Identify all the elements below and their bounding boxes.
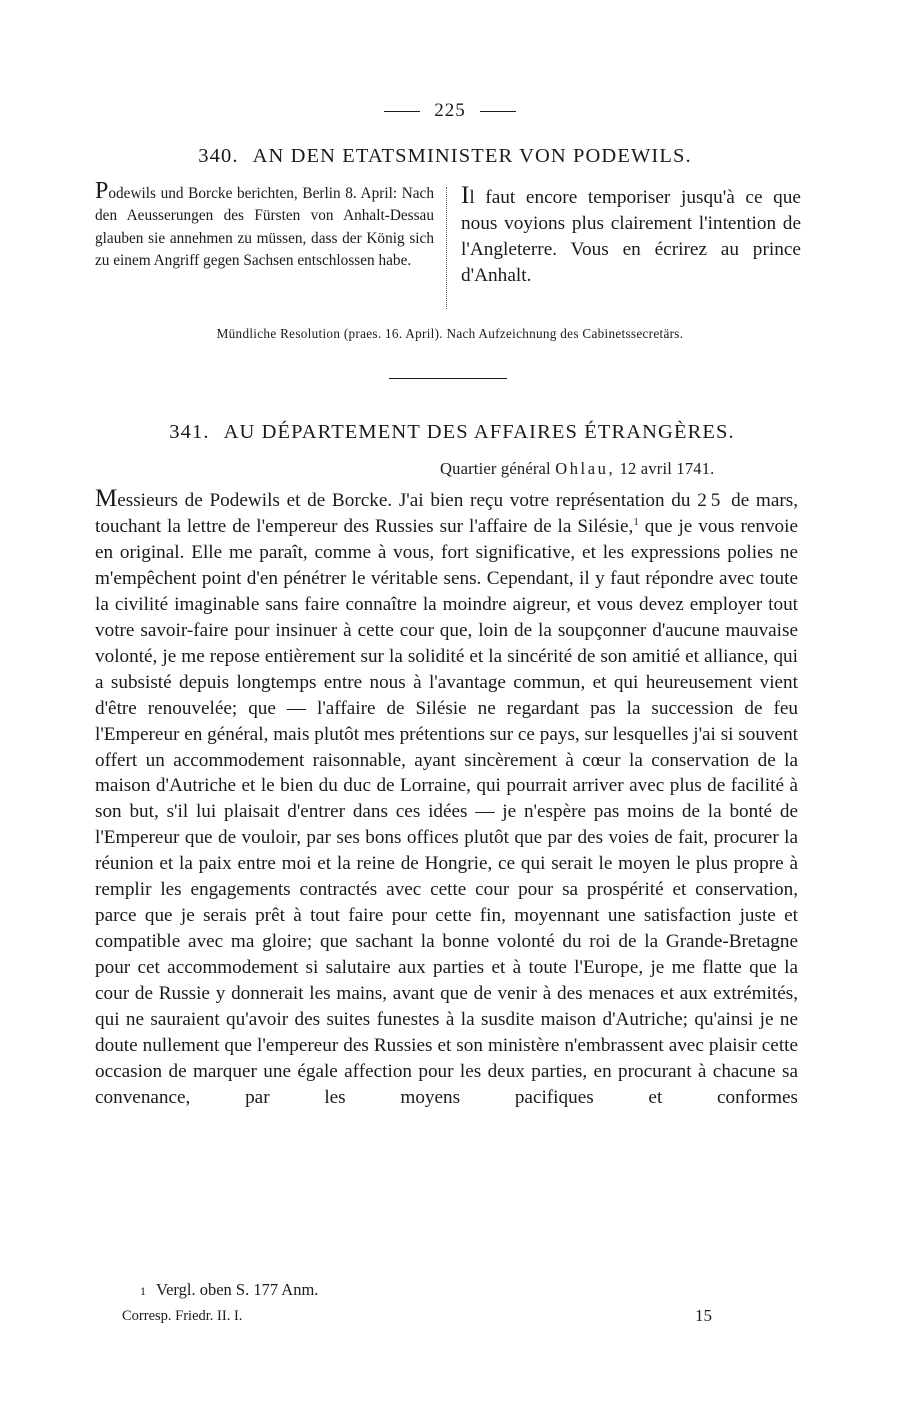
letter-text-part2: de mars, touchant la lettre de l'empereur des Russies sur l'affaire de la Silésie, <box>95 490 799 537</box>
page-header <box>0 100 900 122</box>
dateline-place: Ohlau, <box>555 459 616 478</box>
letter-text-part1: essieurs de Podewils et de Borcke. J'ai bien reçu votre représentation du <box>117 490 691 511</box>
dateline-prefix: Quartier général <box>440 459 551 478</box>
footnote <box>140 1280 318 1300</box>
document-341-number: 341. <box>169 421 210 443</box>
header-dash-right <box>480 111 516 112</box>
report-summary <box>95 178 434 272</box>
letter-text-part3: que je vous renvoie en original. Elle me paraît, comme à vous, fort significative, et les expressions polies ne m'empêchent point d'en pénétrer le véritable sens. Cependant, il y faut répondre avec toute la civilité imaginable sans faire connaître la moindre aigreur, et vous devez employer tout votre savoir-faire pour insinuer à cette cour que, loin de la soupçonner d'aucune mauvaise volonté, je me repose entièrement sur la solidité et la sincérité de son amitié et alliance, qui a subsisté depuis longtemps entre nous à l'avantage commun, et qui heureusement vient d'être renouvelée; que — l'affaire de Silésie ne regardant pas la succession de feu l'Empereur en général, mais plutôt mes prétentions sur ce pays, sur lesquelles j'ai si souvent offert un accommodement raisonnable, ayant sincèrement à cœur la conservation de la maison d'Autriche et le bien du duc de Lorraine, qui pourrait arriver avec plus de facilité à son but, s'il lui plaisait d'entrer dans ces idées — je n'espère pas moins de la bonté de l'Empereur que de vouloir, par ses bons offices plutôt que par des voies de fait, procurer la réunion et la paix entre moi et la reine de Hongrie, ce qui serait le moyen le plus propre à remplir les engagements contractés avec cette cour pour sa prospérité et conservation, parce que je serais prêt à tout faire pour cette fin, moyennant une satisfaction juste et compatible avec ma gloire; que sachant la bonne volonté du roi de la Grande-Bretagne pour cet accommodement si salutaire aux parties et à toute l'Europe, je me flatte que la cour de Russie y donnerait les mains, avant que de venir à des menaces et aux extrémités, qui ne sauraient qu'avoir des suites funestes à la susdite maison d'Autriche; qu'ainsi je ne doute nullement que l'empereur des Russies et son ministère n'embrassent avec plaisir cette occasion de marquer une égale affection pour les deux parties, en procurant à chacune sa convenance, par les moyens pacifiques et conformes <box>95 515 798 1108</box>
document-341-title <box>2 421 900 444</box>
footnote-marker: 1 <box>140 1284 146 1298</box>
letter-date-number: 25 <box>697 490 725 511</box>
document-341-heading: AU DÉPARTEMENT DES AFFAIRES ÉTRANGÈRES. <box>223 421 735 443</box>
letter-initial: M <box>95 485 118 512</box>
king-resolution-initial: I <box>461 182 470 209</box>
king-resolution <box>461 183 801 289</box>
header-dash-left <box>384 111 420 112</box>
document-340-number: 340. <box>198 145 239 167</box>
dateline <box>440 459 800 479</box>
source-note: Mündliche Resolution (praes. 16. April). Nach Aufzeichnung des Cabinetssecretärs. <box>216 326 684 341</box>
footer-signature: Corresp. Friedr. II. I. <box>122 1308 243 1324</box>
document-340-title <box>0 145 895 168</box>
page-number: 225 <box>434 100 466 121</box>
king-resolution-text: l faut encore temporiser jusqu'à ce que nous voyions plus clairement l'intention de l'Angleterre. Vous en écrirez au prince d'Anhalt. <box>461 187 801 286</box>
document-340-heading: AN DEN ETATSMINISTER VON PODEWILS. <box>252 145 692 167</box>
footnote-reference[interactable]: 1 <box>633 515 639 528</box>
column-divider <box>446 187 447 309</box>
document-340-columns <box>95 178 805 318</box>
letter-body <box>95 486 798 1111</box>
report-summary-initial: P <box>95 178 109 204</box>
footer-signature-number: 15 <box>695 1306 712 1325</box>
report-summary-text: odewils und Borcke berichten, Berlin 8. April: Nach den Aeusserungen des Fürsten von Anhalt-Dessau glauben sie annehmen zu müssen, dass der König sich zu einem Angriff gegen Sachsen entschlossen habe. <box>95 185 434 269</box>
section-separator <box>389 378 507 379</box>
footnote-text: Vergl. oben S. 177 Anm. <box>156 1280 319 1299</box>
dateline-date: 12 avril 1741. <box>619 459 715 478</box>
